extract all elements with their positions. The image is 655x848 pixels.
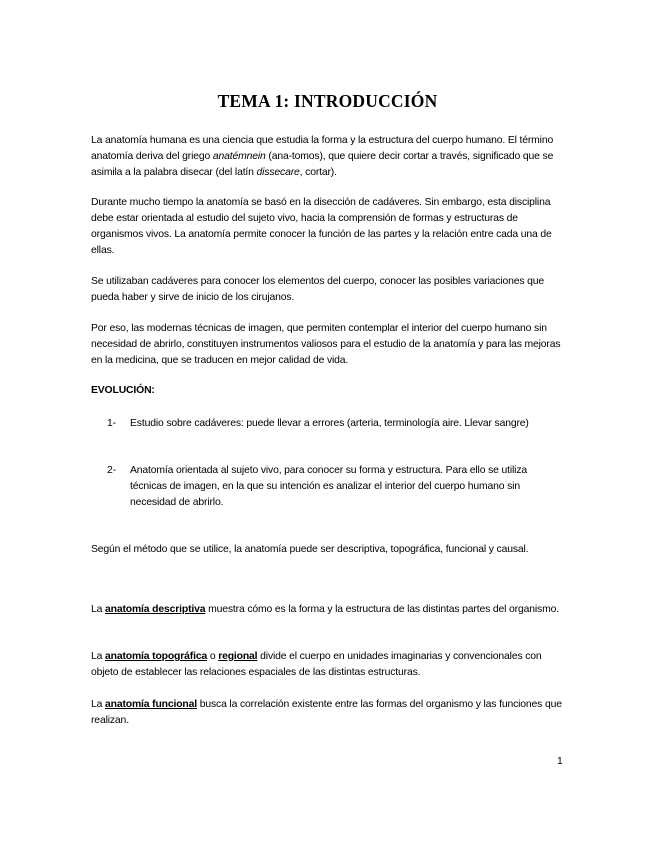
text-run: o: [207, 651, 219, 662]
intro-paragraph: [91, 133, 566, 181]
text-run: divide el cuerpo en unidades imaginarias y convencionales con objeto de establecer las relaciones espaciales de las distintas estructuras.: [91, 651, 542, 678]
text-run: busca la correlación existente entre las formas del organismo y las funciones que realizan.: [91, 699, 562, 726]
term-regional: regional: [218, 651, 258, 662]
greek-term: anatémnein: [212, 151, 266, 162]
list-number: 1-: [107, 418, 116, 429]
intro-text-3: , cortar).: [299, 167, 337, 178]
descriptive-paragraph: [91, 601, 566, 619]
method-paragraph: Según el método que se utilice, la anatomía puede ser descriptiva, topográfica, funcional y causal.: [91, 544, 529, 555]
list-text: Anatomía orientada al sujeto vivo, para conocer su forma y estructura. Para ello se utiliza técnicas de imagen, en la que su intención es analizar el interior del cuerpo humano sin necesidad de abrirlo.: [130, 465, 527, 508]
term-descriptive: anatomía descriptiva: [105, 604, 206, 615]
functional-paragraph: [91, 697, 566, 729]
text-run: La: [91, 699, 105, 710]
history-paragraph: Durante mucho tiempo la anatomía se basó en la disección de cadáveres. Sin embargo, esta disciplina debe estar orientada al estudio del sujeto vivo, hacia la comprensión de formas y estructuras de organismos vivos. La anatomía permite conocer la función de las partes y la relación entre cada una de ellas.: [91, 197, 552, 256]
latin-term: dissecare: [256, 167, 300, 178]
list-number: 2-: [107, 465, 116, 476]
text-run: La: [91, 604, 105, 615]
topographic-paragraph: [91, 649, 566, 681]
page-number: 1: [557, 756, 563, 767]
term-topographic: anatomía topográfica: [105, 651, 208, 662]
intro-text-1: La anatomía humana es una ciencia que estudia la forma y la estructura del cuerpo humano. El término anatomía deriva del griego: [91, 135, 554, 162]
text-run: La: [91, 651, 105, 662]
intro-text-2: (ana-tomos), que quiere decir cortar a través, significado que se asimila a la palabra disecar (del latín: [91, 151, 554, 178]
term-functional: anatomía funcional: [105, 699, 197, 710]
text-run: muestra cómo es la forma y la estructura de las distintas partes del organismo.: [205, 604, 559, 615]
page-title: TEMA 1: INTRODUCCIÓN: [217, 91, 438, 111]
list-text: Estudio sobre cadáveres: puede llevar a errores (arteria, terminología aire. Llevar sangre): [130, 418, 529, 429]
evolution-heading: EVOLUCIÓN:: [91, 385, 155, 396]
cadaver-paragraph: Se utilizaban cadáveres para conocer los elementos del cuerpo, conocer las posibles variaciones que pueda haber y sirve de inicio de los cirujanos.: [91, 276, 545, 303]
imaging-paragraph: Por eso, las modernas técnicas de imagen, que permiten contemplar el interior del cuerpo humano sin necesidad de abrirlo, constituyen instrumentos valiosos para el estudio de la anatomía y para las mejoras en la medicina, que se traducen en mejor calidad de vida.: [91, 323, 561, 366]
